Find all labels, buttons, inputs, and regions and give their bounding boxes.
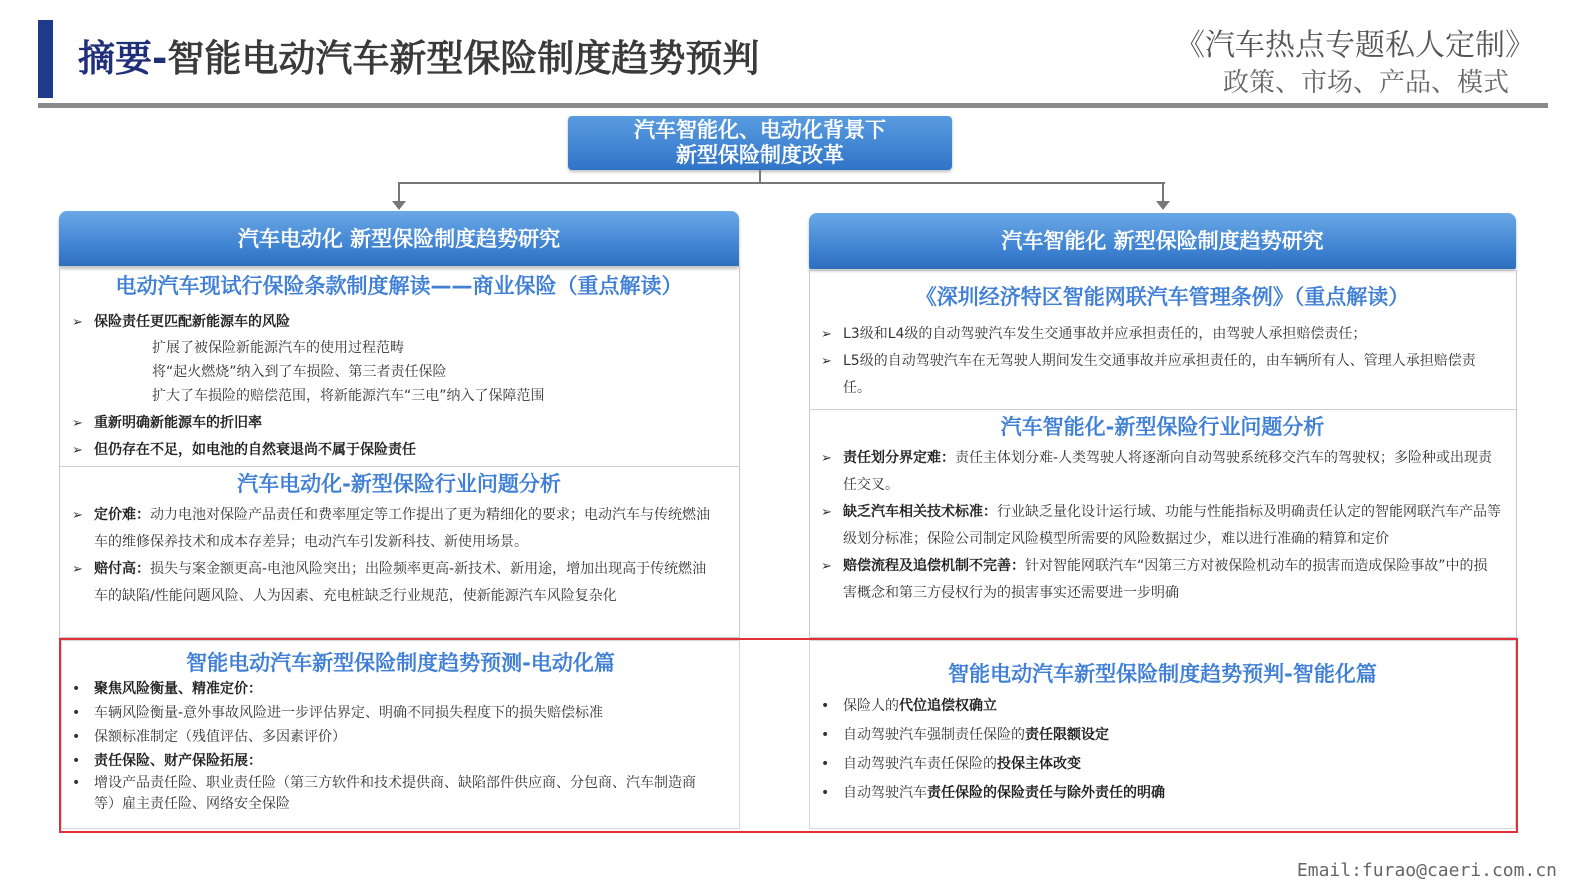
bullet-dot-icon: • [821,756,830,772]
list-item: ➢ 但仍存在不足，如电池的自然衰退尚不属于保险责任 [72,437,732,464]
bullet-dot-icon: • [72,705,81,721]
list-item: ➢ L3级和L4级的自动驾驶汽车发生交通事故并应承担责任的，由驾驶人承担赔偿责任； [821,321,1501,348]
sub-item: 扩大了车损险的赔偿范围，将新能源汽车“三电”纳入了保障范围 [152,388,545,404]
list-item: • 保额标准制定（残值评估、多因素评价） [72,725,712,749]
right-section2-body [821,445,1501,607]
left-column-header: 汽车电动化 新型保险制度趋势研究 [59,211,739,267]
bullet-arrow-icon: ➢ [821,451,832,466]
list-item: ➢ 赔付高：损失与案金额更高-电池风险突出；出险频率更高-新技术、新用途，增加出现高于传统燃油车的缺陷/性能问题风险、人为因素、充电桩缺乏行业规范，使新能源汽车风险复杂化 [72,556,717,610]
list-item: • 车辆风险衡量-意外事故风险进一步评估界定、明确不同损失程度下的损失赔偿标准 [72,701,712,725]
left-section2-title: 汽车电动化-新型保险行业问题分析 [237,472,561,496]
list-item: • 责任保险、财产保险拓展： [72,749,712,773]
list-item: ➢ L5级的自动驾驶汽车在无驾驶人期间发生交通事故并应承担责任的，由车辆所有人、管理人承担赔偿责任。 [821,348,1501,402]
list-item: • 聚焦风险衡量、精准定价： [72,677,712,701]
left-section-divider [60,466,739,467]
left-section1-title: 电动汽车现试行保险条款制度解读——商业保险（重点解读） [115,274,683,298]
right-section-divider [810,409,1516,410]
bullet-arrow-icon: ➢ [72,315,83,330]
right-section1-title: 《深圳经济特区智能网联汽车管理条例》（重点解读） [915,285,1410,309]
root-topic-line1: 汽车智能化、电动化背景下 [634,118,886,142]
connector-horizontal [398,182,1165,184]
right-section2-title: 汽车智能化-新型保险行业问题分析 [1000,415,1325,439]
bullet-dot-icon: • [72,729,81,745]
bullet-arrow-icon: ➢ [821,354,832,369]
arrow-down-left-icon [392,201,406,211]
bullet-dot-icon: • [821,785,830,801]
bullet-dot-icon: • [72,681,81,697]
series-title: 《汽车热点专题私人定制》 [1175,28,1535,63]
bullet-dot-icon: • [72,753,81,769]
bullet-dot-icon: • [821,727,830,743]
left-section1-body [72,309,732,464]
left-section3-body [72,677,712,815]
bullet-arrow-icon: ➢ [72,443,83,458]
list-item: ➢ 责任划分界定难：责任主体划分难-人类驾驶人将逐渐向自动驾驶系统移交汽车的驾驶权；多险种或出现责任交叉。 [821,445,1501,499]
right-section3-body [821,692,1481,808]
list-item: ➢ 保险责任更匹配新能源车的风险 [72,309,732,336]
arrow-down-right-icon [1156,201,1170,211]
title-accent-bar [38,20,53,98]
list-item: • 增设产品责任险、职业责任险（第三方软件和技术提供商、缺陷部件供应商、分包商、汽车制造商等）雇主责任险、网络安全保险 [72,775,696,812]
root-topic-box [568,116,952,170]
bullet-arrow-icon: ➢ [72,508,83,523]
sub-item: 扩展了被保险新能源汽车的使用过程范畴 [152,340,404,356]
connector-stem [759,170,761,182]
list-item: ➢ 定价难：动力电池对保险产品责任和费率厘定等工作提出了更为精细化的要求；电动汽车与传统燃油车的维修保养技术和成本存差异；电动汽车引发新科技、新使用场景。 [72,502,717,556]
bullet-arrow-icon: ➢ [821,505,832,520]
header-divider [38,103,1548,108]
list-item: • 自动驾驶汽车责任保险的保险责任与除外责任的明确 [821,779,1481,808]
page-title-prefix: 摘要- [78,37,168,80]
series-topics: 政策、市场、产品、模式 [1222,68,1509,98]
bullet-dot-icon: • [72,775,81,791]
list-item: • 自动驾驶汽车责任保险的投保主体改变 [821,750,1481,779]
bullet-arrow-icon: ➢ [821,559,832,574]
bullet-arrow-icon: ➢ [821,327,832,342]
right-section3-title: 智能电动汽车新型保险制度趋势预判-智能化篇 [948,662,1377,686]
list-item: ➢ 赔偿流程及追偿机制不完善：针对智能网联汽车“因第三方对被保险机动车的损害而造成保险事故”中的损害概念和第三方侵权行为的损害事实还需要进一步明确 [821,553,1501,607]
contact-email: Email:furao@caeri.com.cn [1296,860,1557,881]
list-item: ➢ 缺乏汽车相关技术标准：行业缺乏量化设计运行域、功能与性能指标及明确责任认定的智能网联汽车产品等级划分标准；保险公司制定风险模型所需要的风险数据过少，难以进行准确的精算和定价 [821,499,1501,553]
bullet-dot-icon: • [821,698,830,714]
bullet-arrow-icon: ➢ [72,562,83,577]
sub-item: 将“起火燃烧”纳入到了车损险、第三者责任保险 [152,364,447,380]
list-item: • 自动驾驶汽车强制责任保险的责任限额设定 [821,721,1481,750]
list-item: • 保险人的代位追偿权确立 [821,692,1481,721]
left-section2-body [72,502,717,610]
right-column-header: 汽车智能化 新型保险制度趋势研究 [809,213,1516,269]
right-section1-body [821,321,1501,402]
page-title-main: 智能电动汽车新型保险制度趋势预判 [167,37,760,80]
list-item: ➢ 重新明确新能源车的折旧率 [72,410,732,437]
root-topic-line2: 新型保险制度改革 [676,143,844,167]
page-title [78,28,759,82]
bullet-arrow-icon: ➢ [72,416,83,431]
left-section3-title: 智能电动汽车新型保险制度趋势预测-电动化篇 [186,651,615,675]
